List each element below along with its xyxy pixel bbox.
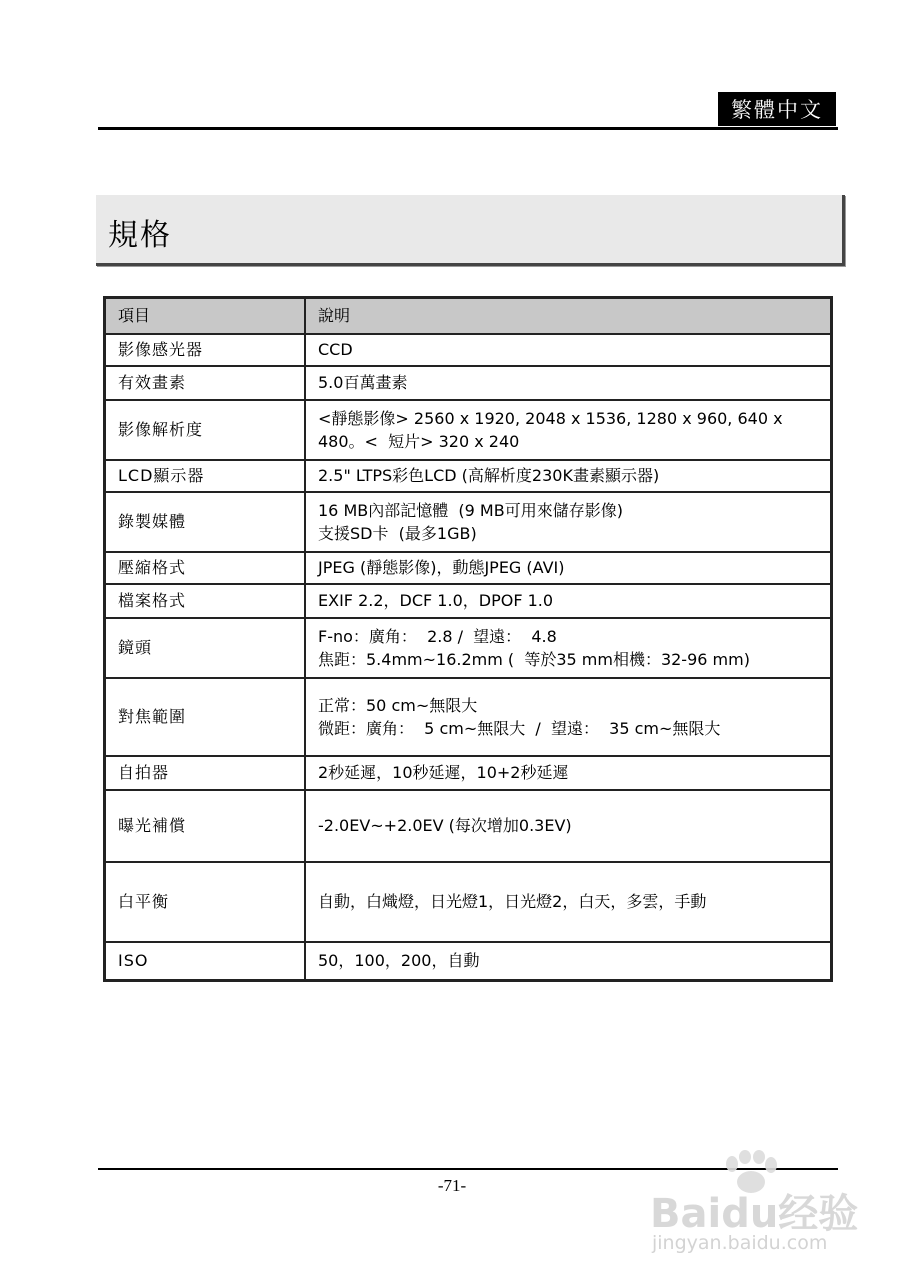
spec-description-line: 正常：50 cm~無限大: [318, 695, 478, 715]
spec-description-line: <靜態影像> 2560 x 1920, 2048 x 1536, 1280 x 960, 640 x: [318, 408, 783, 428]
spec-description: [305, 552, 832, 584]
spec-description-line: 2.5" LTPS彩色LCD (高解析度230K畫素顯示器): [318, 466, 660, 486]
spec-item: 影像解析度: [105, 400, 306, 460]
spec-item: 影像感光器: [105, 334, 306, 366]
spec-description: [305, 942, 832, 980]
spec-item: 檔案格式: [105, 584, 306, 618]
table-row: [105, 862, 832, 942]
spec-item: ISO: [105, 942, 306, 980]
spec-item: 壓縮格式: [105, 552, 306, 584]
spec-description-line: 微距：廣角： 5 cm~無限大 / 望遠： 35 cm~無限大: [318, 719, 721, 738]
spec-description-line: EXIF 2.2，DCF 1.0，DPOF 1.0: [318, 591, 554, 611]
spec-description: [305, 366, 832, 400]
spec-description-line: 16 MB內部記憶體 (9 MB可用來儲存影像): [318, 500, 623, 520]
spec-item: LCD顯示器: [105, 460, 306, 492]
spec-description-line: 自動，白熾燈，日光燈1，日光燈2，白天，多雲，手動: [318, 892, 707, 912]
header-description: 說明: [305, 298, 832, 335]
table-row: [105, 366, 832, 400]
spec-description: [305, 790, 832, 862]
spec-description: [305, 756, 832, 790]
spec-description: [305, 584, 832, 618]
spec-description-line: F-no：廣角： 2.8 / 望遠： 4.8: [318, 626, 557, 646]
table-row: [105, 552, 832, 584]
spec-description-line: -2.0EV~+2.0EV (每次增加0.3EV): [318, 816, 572, 836]
table-row: [105, 618, 832, 678]
spec-description-line: 5.0百萬畫素: [318, 373, 408, 393]
table-row: [105, 790, 832, 862]
table-row: [105, 492, 832, 552]
spec-item: 對焦範圍: [105, 678, 306, 756]
table-row: [105, 400, 832, 460]
spec-description-line: 支援SD卡 (最多1GB): [318, 524, 477, 543]
watermark: [650, 1150, 870, 1260]
spec-item: 鏡頭: [105, 618, 306, 678]
watermark-logo: Baidu经验: [650, 1191, 859, 1237]
spec-item: 自拍器: [105, 756, 306, 790]
spec-description: [305, 678, 832, 756]
spec-item: 曝光補償: [105, 790, 306, 862]
spec-description-line: 50，100，200，自動: [318, 951, 480, 971]
page-number: -71-: [437, 1176, 467, 1195]
spec-description: [305, 334, 832, 366]
spec-table: [103, 296, 833, 982]
spec-item: 錄製媒體: [105, 492, 306, 552]
table-row: [105, 460, 832, 492]
spec-item: 有效畫素: [105, 366, 306, 400]
language-tab: 繁體中文: [718, 92, 836, 126]
header-item: 項目: [105, 298, 306, 335]
spec-description-line: JPEG (靜態影像)，動態JPEG (AVI): [318, 558, 565, 578]
table-row: [105, 756, 832, 790]
spec-description: [305, 618, 832, 678]
section-title: 規格: [108, 218, 172, 253]
table-row: [105, 584, 832, 618]
section-banner: [96, 195, 845, 266]
spec-description: [305, 400, 832, 460]
header-rule: [98, 127, 838, 130]
spec-item: 白平衡: [105, 862, 306, 942]
spec-description-line: 2秒延遲，10秒延遲，10+2秒延遲: [318, 763, 569, 783]
spec-description-line: CCD: [318, 340, 353, 360]
spec-description: [305, 460, 832, 492]
table-row: [105, 334, 832, 366]
spec-description-line: 焦距：5.4mm~16.2mm ( 等於35 mm相機：32-96 mm): [318, 650, 750, 669]
table-header-row: [105, 298, 832, 335]
table-row: [105, 678, 832, 756]
spec-description-line: 480。< 短片> 320 x 240: [318, 432, 520, 451]
spec-description: [305, 492, 832, 552]
spec-description: [305, 862, 832, 942]
watermark-url: jingyan.baidu.com: [652, 1232, 828, 1254]
table-row: [105, 942, 832, 980]
spec-table-body: [105, 334, 832, 980]
